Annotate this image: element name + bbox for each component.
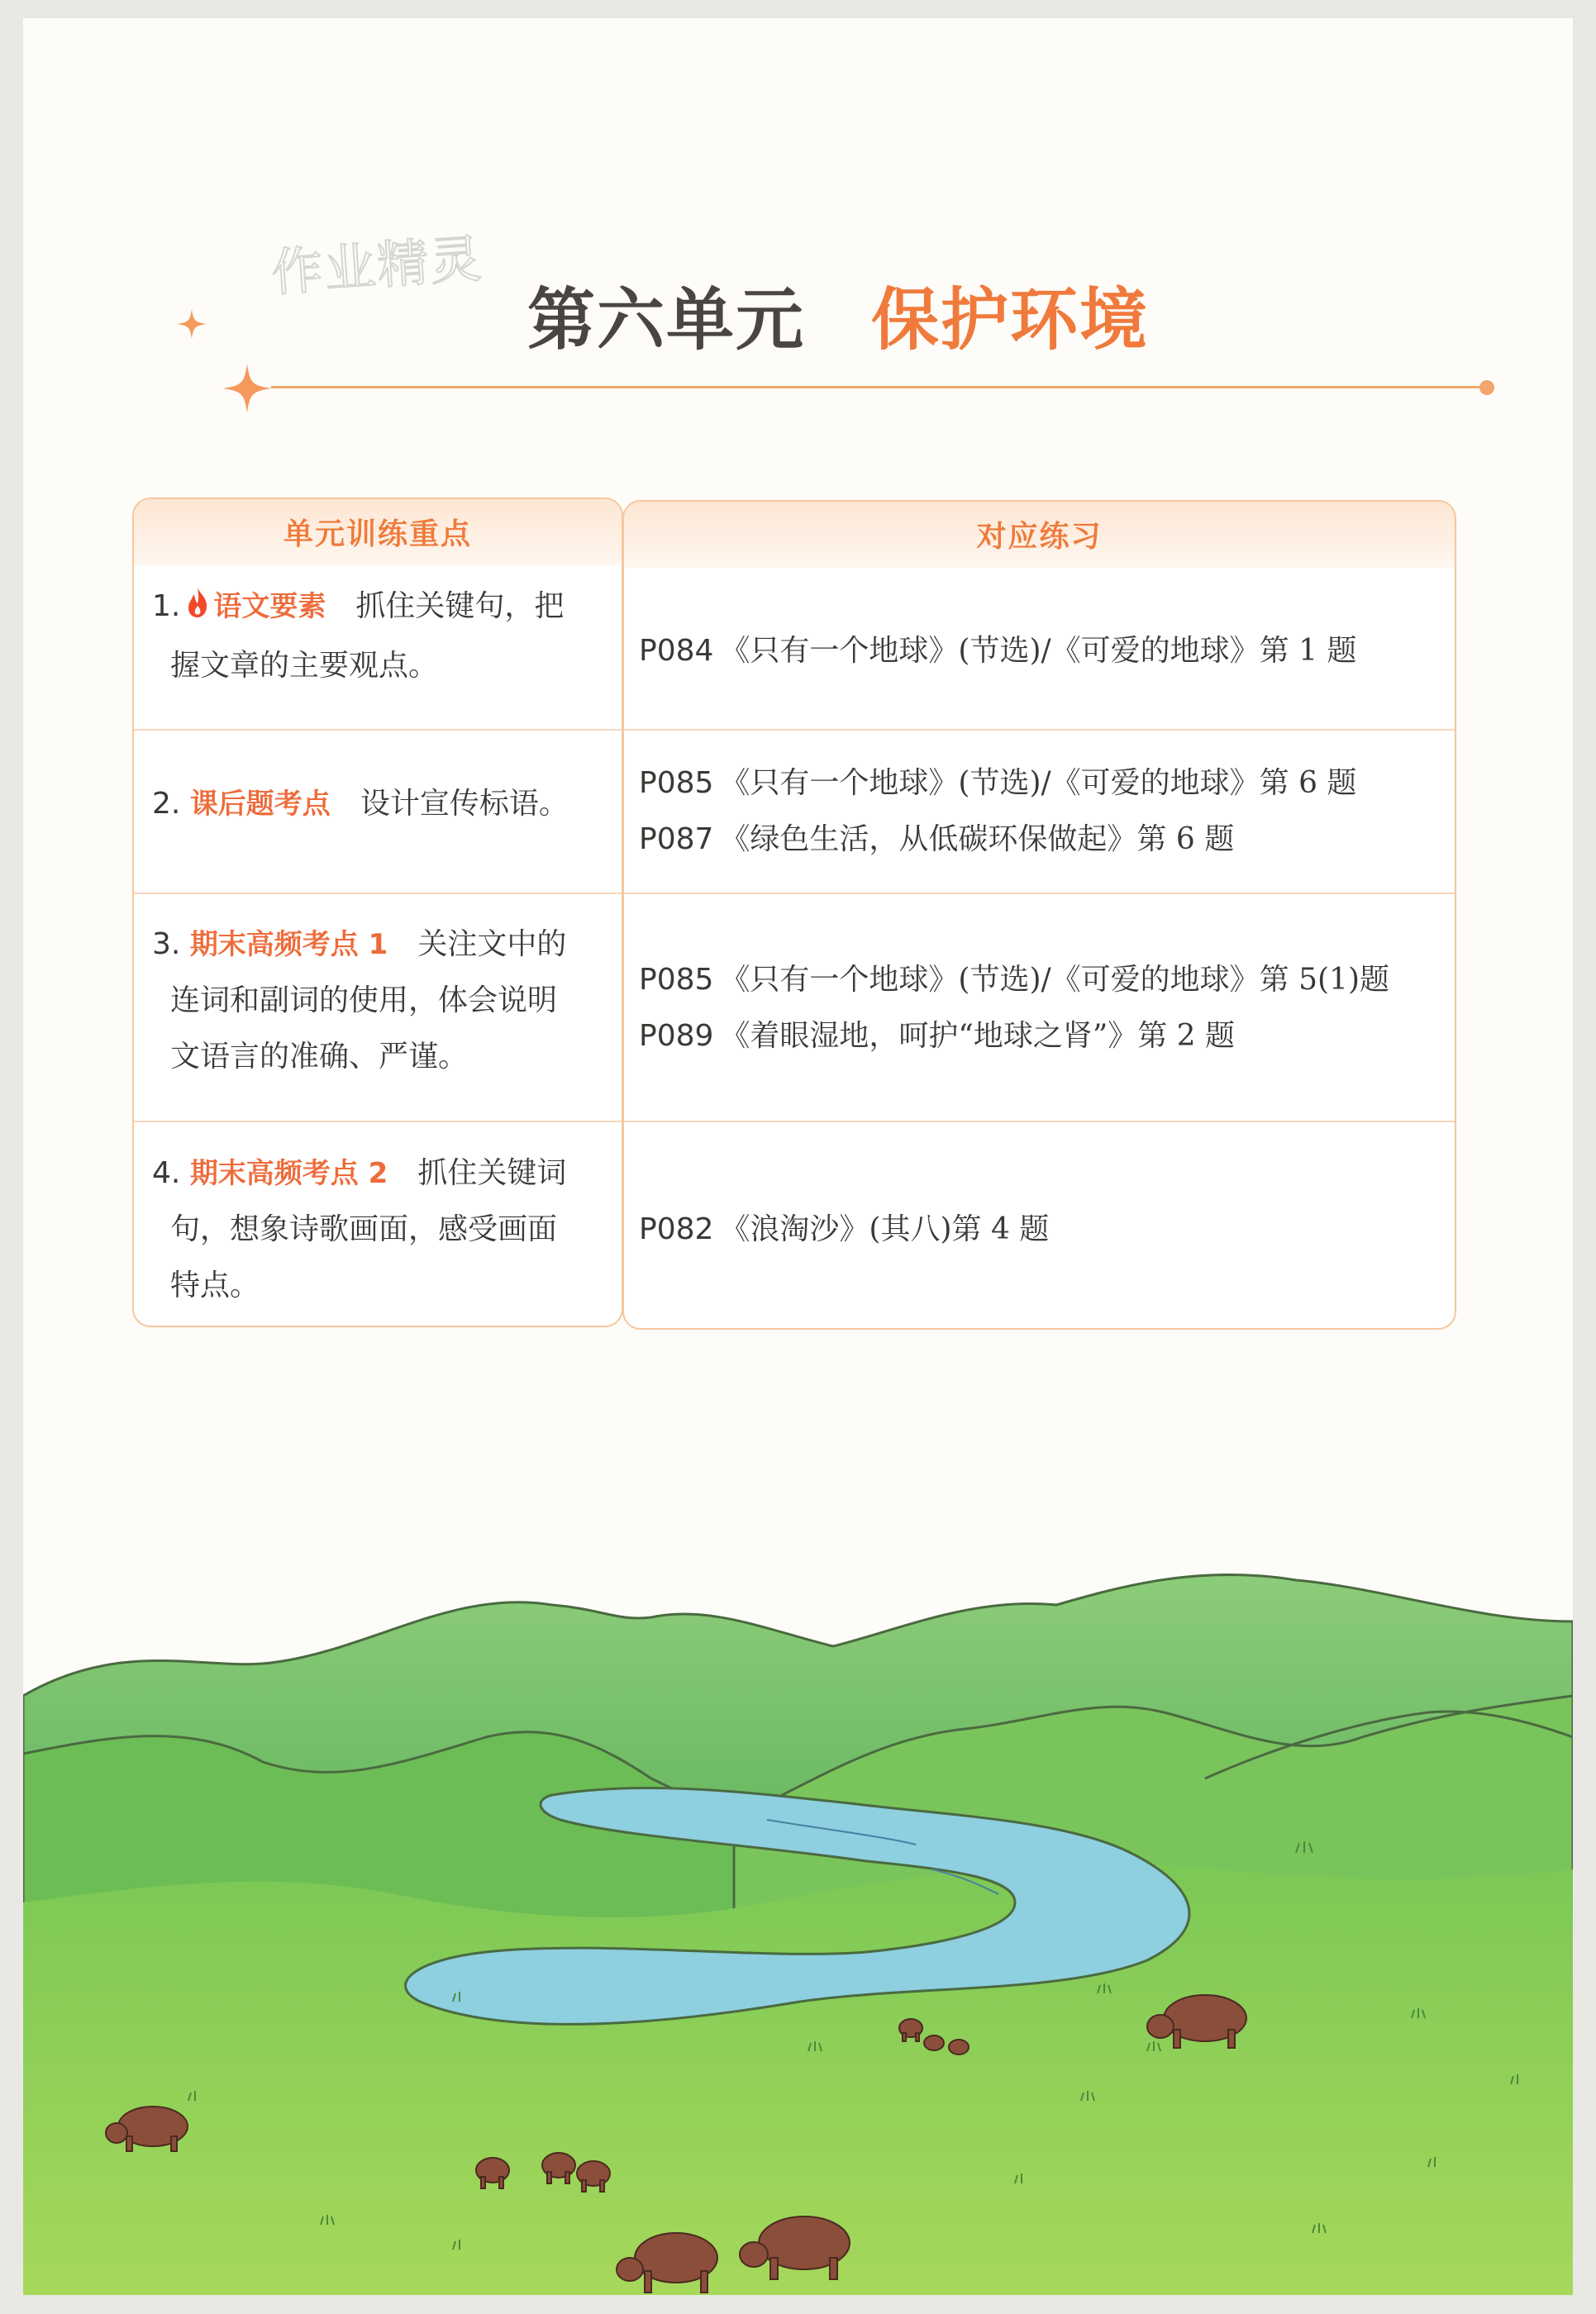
exercise-link[interactable]: P089 《着眼湿地，呵护“地球之肾”》第 2 题 (639, 1019, 1236, 1053)
exercise-link[interactable]: P087 《绿色生活，从低碳环保做起》第 6 题 (639, 822, 1235, 856)
focus-category-1: 语文要素 (213, 590, 326, 623)
sparkle-small-icon (175, 307, 208, 340)
page-code: P085 (639, 766, 714, 800)
watermark-top: 作业精灵 (269, 228, 485, 303)
training-focus-column (132, 498, 623, 1327)
focus-item-1: 1. 语文要素 抓住关键句，把 握文章的主要观点。 (152, 578, 605, 694)
exercise-link[interactable]: P085 《只有一个地球》(节选)/《可爱的地球》第 6 题 (639, 766, 1357, 800)
row-divider (134, 1121, 622, 1122)
row-divider (134, 729, 622, 731)
unit-theme: 保护环境 (871, 281, 1150, 359)
page-code: P087 (639, 822, 714, 856)
flame-icon (185, 582, 210, 638)
focus-category-4: 期末高频考点 2 (189, 1157, 388, 1190)
page-code: P085 (639, 963, 714, 997)
row-divider (134, 893, 622, 894)
focus-item-3: 3. 期末高频考点 1 关注文中的 连词和副词的使用，体会说明 文语言的准确、严谨。 (152, 927, 567, 1074)
page-code: P089 (639, 1019, 714, 1053)
row-divider (624, 729, 1455, 731)
training-focus-header: 单元训练重点 (134, 499, 622, 565)
focus-category-3: 期末高频考点 1 (189, 928, 388, 961)
focus-category-2: 课后题考点 (189, 788, 331, 821)
exercise-link[interactable]: P084 《只有一个地球》(节选)/《可爱的地球》第 1 题 (639, 634, 1357, 668)
unit-title (527, 266, 1149, 363)
exercise-header: 对应练习 (624, 502, 1455, 568)
sparkle-large-icon (220, 361, 274, 416)
title-divider (271, 386, 1486, 388)
grassland-illustration (23, 1572, 1573, 2295)
unit-number: 第六单元 (527, 281, 806, 359)
row-divider (624, 893, 1455, 894)
focus-item-4: 4. 期末高频考点 2 抓住关键词 句，想象诗歌画面，感受画面 特点。 (152, 1156, 567, 1302)
row-divider (624, 1121, 1455, 1122)
exercise-link[interactable]: P085 《只有一个地球》(节选)/《可爱的地球》第 5(1)题 (639, 963, 1389, 997)
focus-item-2: 2. 课后题考点 设计宣传标语。 (152, 787, 569, 821)
page-code: P084 (639, 634, 714, 668)
page-code: P082 (639, 1212, 714, 1246)
exercise-link[interactable]: P082 《浪淘沙》(其八)第 4 题 (639, 1212, 1050, 1246)
title-divider-dot (1479, 380, 1494, 395)
page (23, 18, 1573, 2295)
exercise-column (622, 500, 1456, 1330)
